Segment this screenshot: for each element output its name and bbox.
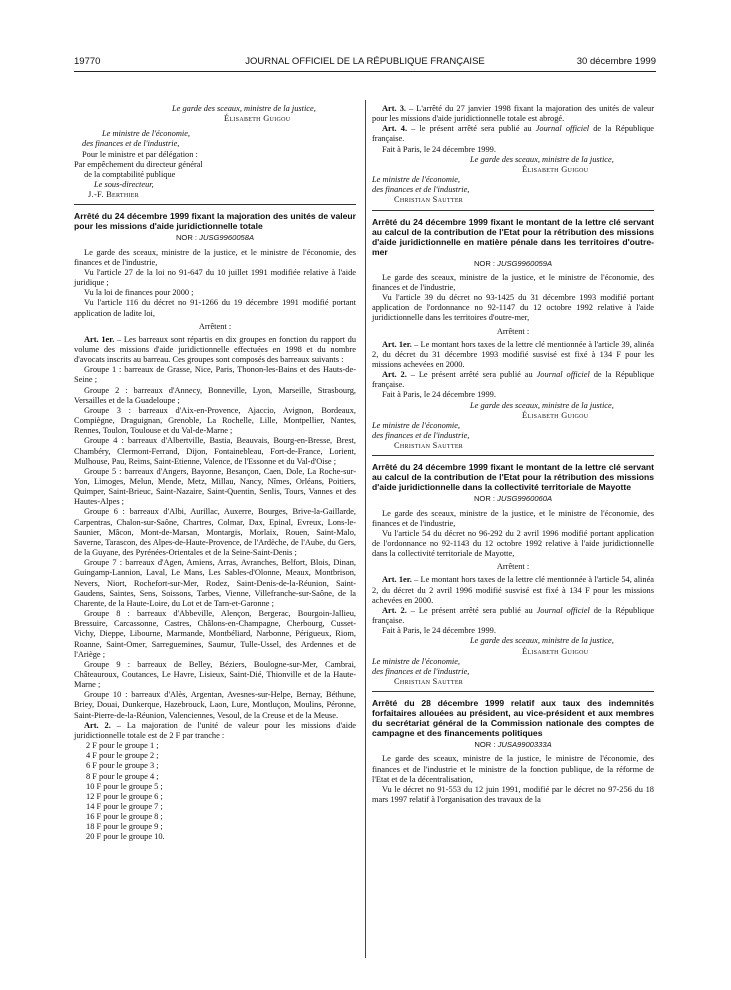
signature-name: Élisabeth Guigou — [522, 410, 589, 420]
article-paragraph — [74, 335, 356, 365]
fait-line: Fait à Paris, le 24 décembre 1999. — [382, 144, 496, 154]
group-paragraph: Groupe 3 : barreaux d'Aix-en-Provence, Ajaccio, Avignon, Bordeaux, Compiègne, Draguignan, Grenoble, La Rochelle, Lille, Montpellier, Nantes, Rennes, Toulon, Toulouse et du Val-de-Marne ; — [74, 405, 356, 436]
article-label: Art. 2. — [382, 370, 407, 380]
page-number: 19770 — [74, 56, 101, 67]
left-column — [74, 104, 356, 843]
article-label: Art. 1er. — [84, 334, 115, 344]
group-paragraph: Groupe 5 : barreaux d'Angers, Bayonne, Besançon, Caen, Dole, La Roche-sur-Yon, Limoges, Melun, Mende, Metz, Millau, Nancy, Nîmes, Orléans, Poitiers, Quimper, Saint-Brieuc, Saint-Nazaire, Saint-Quentin, Senlis, Tours, Vannes et des Hautes-Alpes ; — [74, 466, 356, 507]
article-paragraph — [74, 721, 356, 741]
signature-line: de la comptabilité publique — [84, 169, 176, 179]
nor-reference — [372, 740, 654, 750]
signature-title: Le ministre de l'économie, — [102, 129, 191, 139]
nor-reference — [372, 259, 654, 269]
tranche-item: 12 F pour le groupe 6 ; — [86, 791, 163, 801]
article-paragraph — [372, 104, 654, 124]
tranche-item: 18 F pour le groupe 9 ; — [86, 822, 163, 832]
article-text: – Le montant hors taxes de la lettre clé mentionnée à l'article 54, alinéa 2, du décret du 2 avril 1996 modifié susvisé est fixé à 134 F pour les missions achevées en 2000. — [372, 575, 655, 605]
nor-label: NOR : — [473, 258, 496, 268]
journal-reference: Journal officiel — [536, 370, 590, 380]
signature-line: Par empêchement du directeur général — [74, 159, 203, 169]
tranche-item: 14 F pour le groupe 7 ; — [86, 802, 163, 811]
group-paragraph: Groupe 2 : barreaux d'Annecy, Bonneville, Lyon, Marseille, Strasbourg, Versailles et de la Guadeloupe ; — [74, 385, 356, 405]
signature-title: Le garde des sceaux, ministre de la justice, — [470, 154, 614, 164]
signature-title: Le ministre de l'économie, — [372, 175, 461, 185]
tranche-item: 4 F pour le groupe 2 ; — [86, 751, 159, 761]
arretent-heading: Arrêtent : — [496, 326, 530, 336]
article-label: Art. 3. — [382, 104, 406, 113]
column-divider — [365, 100, 366, 958]
paragraph: Vu l'article 54 du décret no 96-292 du 2 avril 1996 modifié portant application de l'ordonnance no 92-1143 du 12 octobre 1992 relative à l'aide juridictionnelle dans la collectivité territoriale de Mayotte, — [372, 528, 654, 559]
article-label: Art. 2. — [84, 720, 111, 730]
signature-name: Christian Sautter — [394, 441, 464, 451]
group-paragraph: Groupe 7 : barreaux d'Agen, Amiens, Arras, Avranches, Belfort, Blois, Dinan, Guingamp-Lannion, Laval, Le Mans, Les Sables-d'Olonne, Meaux, Montbrison, Nevers, Niort, Rochefort-sur-Mer, Rodez, Saint-Denis-de-la-Réunion, Saint-Gaudens, Saintes, Sens, Soissons, Tarbes, Vienne, Villefranche-sur-Saône, de la Charente, de la Haute-Loire, du Lot et de Tarn-et-Garonne ; — [74, 558, 356, 608]
tranche-item: 8 F pour le groupe 4 ; — [86, 771, 159, 781]
signature-title: des finances et de l'industrie, — [372, 666, 470, 676]
signature-name: Élisabeth Guigou — [522, 164, 589, 174]
article-paragraph — [372, 340, 654, 370]
header-rule — [74, 71, 656, 72]
article-label: Art. 2. — [382, 605, 407, 615]
group-paragraph: Groupe 9 : barreaux de Belley, Béziers, Boulogne-sur-Mer, Cambrai, Châteauroux, Coutances, Le Havre, Lisieux, Saint-Dié, Thionville et de la Haute-Marne ; — [74, 659, 356, 690]
signature-title: des finances et de l'industrie, — [372, 431, 470, 441]
signature-name: Christian Sautter — [394, 677, 464, 687]
article-paragraph — [372, 124, 654, 144]
fait-line: Fait à Paris, le 24 décembre 1999. — [382, 626, 496, 636]
group-paragraph: Groupe 10 : barreaux d'Alès, Argentan, Avesnes-sur-Helpe, Bernay, Béthune, Briey, Douai, Dunkerque, Hazebrouck, Laon, Lure, Montluçon, Moulins, Péronne, Saint-Pierre-de-la-Réunion, Valenciennes, Vesoul, de la Creuse et de la Meuse. — [74, 690, 356, 720]
article-title: Arrêté du 24 décembre 1999 fixant le montant de la lettre clé servant au calcul de la contribution de l'Etat pour la rétribution des missions d'aide juridictionnelle dans la collectivité territoriale de Mayotte — [372, 462, 654, 493]
article-text: – L'arrêté du 27 janvier 1998 fixant la majoration des unités de valeur pour les missions d'aide juridictionnelle totale est abrogé. — [372, 104, 655, 124]
paragraph: Vu la loi de finances pour 2000 ; — [84, 288, 194, 298]
article-label: Art. 1er. — [382, 575, 412, 585]
right-column — [372, 104, 654, 805]
section-separator — [372, 691, 654, 692]
signature-title: des finances et de l'industrie, — [372, 185, 470, 195]
nor-code: JUSG9960060A — [497, 494, 553, 504]
journal-reference: Journal officiel — [535, 124, 590, 134]
group-paragraph: Groupe 1 : barreaux de Grasse, Nice, Paris, Thonon-les-Bains et des Hauts-de-Seine ; — [74, 365, 356, 385]
journal-reference: Journal officiel — [536, 605, 590, 615]
article-title: Arrêté du 28 décembre 1999 relatif aux taux des indemnités forfaitaires allouées au président, au vice-président et aux membres du secrétariat général de la Commission nationale des comptes de campagne et des financements politiques — [372, 698, 654, 739]
fait-line: Fait à Paris, le 24 décembre 1999. — [382, 390, 496, 400]
nor-reference — [74, 233, 356, 243]
article-text: de la République française. — [372, 370, 655, 390]
section-separator — [372, 210, 654, 211]
article-label: Art. 1er. — [382, 339, 412, 349]
signature-title: Le garde des sceaux, ministre de la justice, — [470, 636, 614, 646]
tranche-item: 2 F pour le groupe 1 ; — [86, 741, 159, 751]
paragraph: Vu l'article 116 du décret no 91-1266 du 19 décembre 1991 modifié portant application de ladite loi, — [74, 298, 356, 318]
paragraph: Le garde des sceaux, ministre de la justice, et le ministre de l'économie, des finances et de l'industrie, — [372, 272, 654, 292]
nor-code: JUSG9960058A — [199, 233, 255, 243]
group-paragraph: Groupe 6 : barreaux d'Albi, Aurillac, Auxerre, Bourges, Brive-la-Gaillarde, Carpentras, Chalon-sur-Saône, Chartres, Colmar, Dax, Epinal, Evreux, Lons-le-Saunier, Mâcon, Mont-de-Marsan, Montargis, Morlaix, Rouen, Saint-Malo, Saverne, Tarascon, des Alpes-de-Haute-Provence, de l'Ardèche, de l'Aube, du Gers, de la Guyane, des Pyrénées-Orientales et de la Seine-Saint-Denis ; — [74, 507, 356, 558]
tranche-item: 10 F pour le groupe 5 ; — [86, 781, 163, 791]
article-text: – Le présent arrêté sera publié au — [410, 370, 533, 380]
section-separator — [74, 204, 356, 205]
article-label: Art. 4. — [382, 124, 408, 134]
paragraph: Le garde des sceaux, ministre de la justice, le ministre de l'économie, des finances et de l'industrie et le ministre de la fonction publique, de la réforme de l'Etat et de la décentralisation, — [372, 754, 654, 784]
article-text: – Le montant hors taxes de la lettre clé mentionnée à l'article 39, alinéa 2, du décret du 31 décembre 1993 modifié susvisé est fixé à 134 F pour les missions achevées en 2000. — [372, 339, 655, 369]
nor-code: JUSG9960059A — [497, 258, 553, 268]
arretent-heading: Arrêtent : — [198, 321, 232, 331]
article-paragraph — [372, 606, 654, 626]
arretent-heading: Arrêtent : — [496, 562, 530, 572]
paragraph: Le garde des sceaux, ministre de la justice, et le ministre de l'économie, des finances et de l'industrie, — [372, 508, 654, 528]
paragraph: Le garde des sceaux, ministre de la justice, et le ministre de l'économie, des finances et de l'industrie, — [74, 247, 356, 267]
article-title: Arrêté du 24 décembre 1999 fixant la majoration des unités de valeur pour les missions d'aide juridictionnelle totale — [74, 211, 356, 232]
nor-label: NOR : — [474, 740, 496, 750]
signature-title: des finances et de l'industrie, — [82, 139, 180, 149]
article-title: Arrêté du 24 décembre 1999 fixant le montant de la lettre clé servant au calcul de la contribution de l'Etat pour la rétribution des missions d'aide juridictionnelle en matière pénale dans les territoires d'outre-mer — [372, 216, 654, 257]
paragraph: Vu l'article 39 du décret no 93-1425 du 31 décembre 1993 modifié portant application de l'ordonnance no 92-1147 du 12 octobre 1992 relative à l'aide juridictionnelle dans les territoires d'outre-mer, — [372, 293, 654, 323]
signature-name: J.-F. Berthier — [88, 190, 140, 200]
issue-date: 30 décembre 1999 — [576, 56, 656, 67]
nor-label: NOR : — [175, 233, 198, 243]
signature-title: Le garde des sceaux, ministre de la justice, — [470, 400, 614, 410]
article-text: – Les barreaux sont répartis en dix groupes en fonction du rapport du volume des missions d'aide juridictionnelle effectuées en 1998 et du nombre d'avocats inscrits au barreau. Ces groupes sont composés des barreaux suivants : — [74, 334, 357, 365]
group-paragraph: Groupe 8 : barreaux d'Abbeville, Alençon, Bergerac, Bourgoin-Jallieu, Bressuire, Carcassonne, Castres, Châlons-en-Champagne, Cherbourg, Cusset-Vichy, Dieppe, Libourne, Marmande, Montbéliard, Narbonne, Périgueux, Riom, Roanne, Saint-Omer, Sarreguemines, Saumur, Tulle-Ussel, des Ardennes et de l'Ariège ; — [74, 609, 356, 659]
article-text: de la République française. — [372, 124, 655, 144]
article-text: – le présent arrêté sera publié au — [411, 124, 532, 134]
signature-line: Pour le ministre et par délégation : — [82, 149, 198, 159]
signature-name: Élisabeth Guigou — [522, 646, 589, 656]
signature-name: Élisabeth Guigou — [224, 114, 291, 124]
tranche-item: 16 F pour le groupe 8 ; — [86, 812, 163, 822]
article-text: – Le présent arrêté sera publié au — [410, 605, 533, 615]
signature-title: Le ministre de l'économie, — [372, 420, 461, 430]
signature-title: Le ministre de l'économie, — [372, 656, 461, 666]
signature-title: Le sous-directeur, — [94, 180, 154, 190]
nor-code: JUSA9900333A — [497, 740, 552, 750]
paragraph: Vu le décret no 91-553 du 12 juin 1991, modifié par le décret no 97-256 du 18 mars 1997 relatif à l'organisation des travaux de la — [372, 784, 654, 804]
page-header — [74, 56, 656, 70]
article-text: – La majoration de l'unité de valeur pour les missions d'aide juridictionnelle totale est de 2 F par tranche : — [74, 720, 356, 740]
article-paragraph — [372, 575, 654, 605]
signature-title: Le garde des sceaux, ministre de la justice, — [172, 104, 316, 113]
group-paragraph: Groupe 4 : barreaux d'Albertville, Bastia, Beauvais, Bourg-en-Bresse, Brest, Chambéry, Clermont-Ferrand, Dijon, Fontainebleau, Fort-de-France, Lorient, Mulhouse, Pau, Reims, Saint-Etienne, Valence, de l'Essonne et du Val-d'Oise ; — [74, 436, 356, 466]
paragraph: Vu l'article 27 de la loi no 91-647 du 10 juillet 1991 modifiée relative à l'aide juridique ; — [74, 267, 356, 288]
nor-label: NOR : — [473, 494, 496, 504]
tranche-item: 6 F pour le groupe 3 ; — [86, 761, 159, 771]
article-paragraph — [372, 370, 654, 390]
signature-name: Christian Sautter — [394, 195, 464, 205]
article-text: de la République française. — [372, 605, 655, 626]
journal-title: JOURNAL OFFICIEL DE LA RÉPUBLIQUE FRANÇAISE — [245, 56, 485, 67]
section-separator — [372, 455, 654, 456]
tranche-item: 20 F pour le groupe 10. — [86, 832, 165, 842]
nor-reference — [372, 494, 654, 504]
